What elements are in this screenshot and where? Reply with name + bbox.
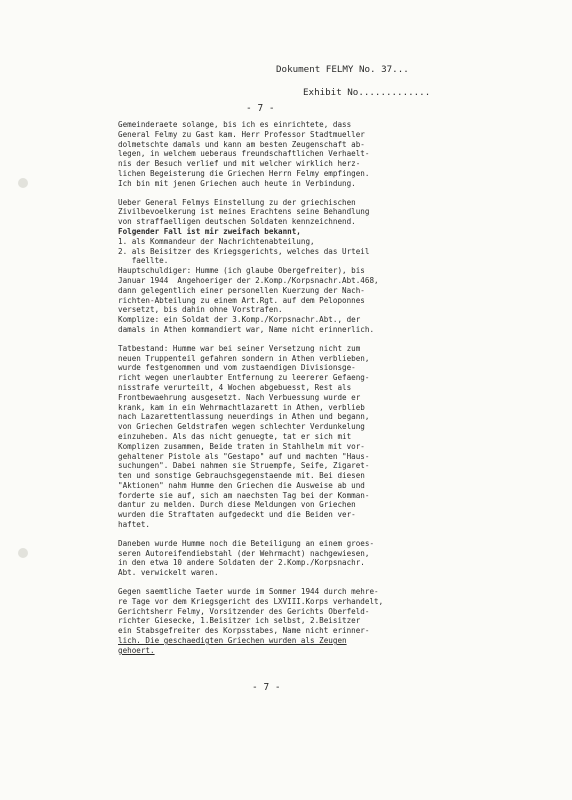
- text-line: dolmetschte damals und kann am besten Zeugenschaft ab-: [118, 139, 365, 149]
- punch-hole-decoration: [18, 548, 28, 558]
- text-line: lichen Begeisterung die Griechen Herrn Felmy empfingen.: [118, 168, 370, 178]
- text-line: einzuheben. Als das nicht genuegte, tat er sich mit: [118, 431, 352, 441]
- text-line: richter Giesecke, 1.Beisitzer ich selbst, 2.Beisitzer: [118, 616, 361, 626]
- text-line: Gemeinderaete solange, bis ich es einrichtete, dass: [118, 120, 352, 129]
- text-line: nisstrafe verurteilt, 4 Wochen abgebuesst, Rest als: [118, 382, 352, 392]
- text-line: General Felmy zu Gast kam. Herr Professor Stadtmueller: [118, 129, 365, 139]
- document-body: [118, 120, 448, 665]
- text-line: richt wegen unerlaubter Entfernung zu leererer Gefaeng-: [118, 373, 370, 383]
- text-line: lich. Die geschaedigten Griechen wurden als Zeugen: [118, 636, 347, 646]
- text-line: re Tage vor dem Kriegsgericht des LXVIII.Korps verhandelt,: [118, 596, 384, 606]
- text-line: in den etwa 10 andere Soldaten der 2.Komp./Korpsnachr.: [118, 558, 365, 568]
- text-line: ten und sonstige Gebrauchsgegenstaende mit. Bei diesen: [118, 471, 365, 481]
- text-line: dann gelegentlich einer personellen Kuerzung der Nach-: [118, 285, 365, 295]
- text-line: dantur zu melden. Durch diese Meldungen von Griechen: [118, 500, 356, 510]
- text-line: Gegen saemtliche Taeter wurde im Sommer 1944 durch mehre-: [118, 587, 379, 597]
- page-number-bottom: - 7 -: [252, 682, 281, 693]
- paragraph-2: [118, 198, 448, 335]
- text-line: versetzt, bis dahin ohne Vorstrafen.: [118, 305, 283, 315]
- text-line: forderte sie auf, sich am naechsten Tag bei der Komman-: [118, 490, 370, 500]
- text-line: Folgender Fall ist mir zweifach bekannt,: [118, 226, 301, 236]
- text-line: Abt. verwickelt waren.: [118, 568, 219, 578]
- text-line: richten-Abteilung zu einem Art.Rgt. auf dem Peloponnes: [118, 295, 365, 305]
- text-line: von straffaelligen deutschen Soldaten kennzeichnend.: [118, 217, 356, 227]
- text-line: gehoert.: [118, 645, 155, 655]
- text-line: "Aktionen" nahm Humme den Griechen die Ausweise ab und: [118, 480, 365, 490]
- text-line: Ueber General Felmys Einstellung zu der griechischen: [118, 197, 356, 207]
- text-line: Zivilbevoelkerung ist meines Erachtens seine Behandlung: [118, 207, 370, 217]
- page-number-top: - 7 -: [246, 103, 275, 114]
- text-line: neuen Truppenteil gefahren sondern in Athen verblieben,: [118, 353, 370, 363]
- text-line: wurde festgenommen und vom zustaendigen Divisionsge-: [118, 363, 356, 373]
- document-header: [276, 64, 430, 98]
- text-line: legen, in welchem ueberaus freundschaftlichen Verhaelt-: [118, 149, 370, 159]
- text-line: Hauptschuldiger: Humme (ich glaube Obergefreiter), bis: [118, 266, 365, 276]
- paragraph-1: [118, 120, 448, 189]
- text-line: Tatbestand: Humme war bei seiner Versetzung nicht zum: [118, 343, 361, 353]
- text-line: gehaltener Pistole als "Gestapo" auf und machten "Haus-: [118, 451, 370, 461]
- text-line: krank, kam in ein Wehrmachtlazarett in Athen, verblieb: [118, 402, 365, 412]
- text-line: seren Autoreifendiebstahl (der Wehrmacht) nachgewiesen,: [118, 548, 370, 558]
- text-line: Januar 1944 Angehoeriger der 2.Komp./Korpsnachr.Abt.468,: [118, 275, 379, 285]
- text-line: Ich bin mit jenen Griechen auch heute in Verbindung.: [118, 178, 356, 188]
- text-line: Gerichtsherr Felmy, Vorsitzender des Gerichts Oberfeld-: [118, 606, 370, 616]
- text-line: Komplize: ein Soldat der 3.Komp./Korpsnachr.Abt., der: [118, 315, 361, 325]
- text-line: von Griechen Geldstrafen wegen schlechter Verdunkelung: [118, 422, 365, 432]
- text-line: wurden die Straftaten aufgedeckt und die Beiden ver-: [118, 510, 356, 520]
- text-line: Daneben wurde Humme noch die Beteiligung an einem groes-: [118, 538, 375, 548]
- text-line: Komplizen zusammen, Beide traten in Stahlhelm mit vor-: [118, 441, 365, 451]
- exhibit-number: Exhibit No.............: [303, 87, 431, 98]
- paragraph-3: [118, 344, 448, 530]
- text-line: haftet.: [118, 520, 151, 530]
- document-number: Dokument FELMY No. 37...: [276, 64, 409, 75]
- text-line: nis der Besuch verlief und mit welcher wirklich herz-: [118, 159, 361, 169]
- text-line: Frontbewaehrung ausgesetzt. Nach Verbuessung wurde er: [118, 392, 361, 402]
- text-line: faellte.: [118, 256, 169, 266]
- text-line: ein Stabsgefreiter des Korpsstabes, Name nicht erinner-: [118, 626, 370, 636]
- text-line: damals in Athen kommandiert war, Name nicht erinnerlich.: [118, 324, 375, 334]
- text-line: 2. als Beisitzer des Kriegsgerichts, welches das Urteil: [118, 246, 370, 256]
- text-line: 1. als Kommandeur der Nachrichtenabteilung,: [118, 236, 315, 246]
- paragraph-4: [118, 539, 448, 578]
- text-line: suchungen". Dabei nahmen sie Struempfe, Seife, Zigaret-: [118, 461, 370, 471]
- paragraph-5: [118, 587, 448, 656]
- text-line: nach Lazarettentlassung neuerdings in Athen und begann,: [118, 412, 370, 422]
- punch-hole-decoration: [18, 178, 28, 188]
